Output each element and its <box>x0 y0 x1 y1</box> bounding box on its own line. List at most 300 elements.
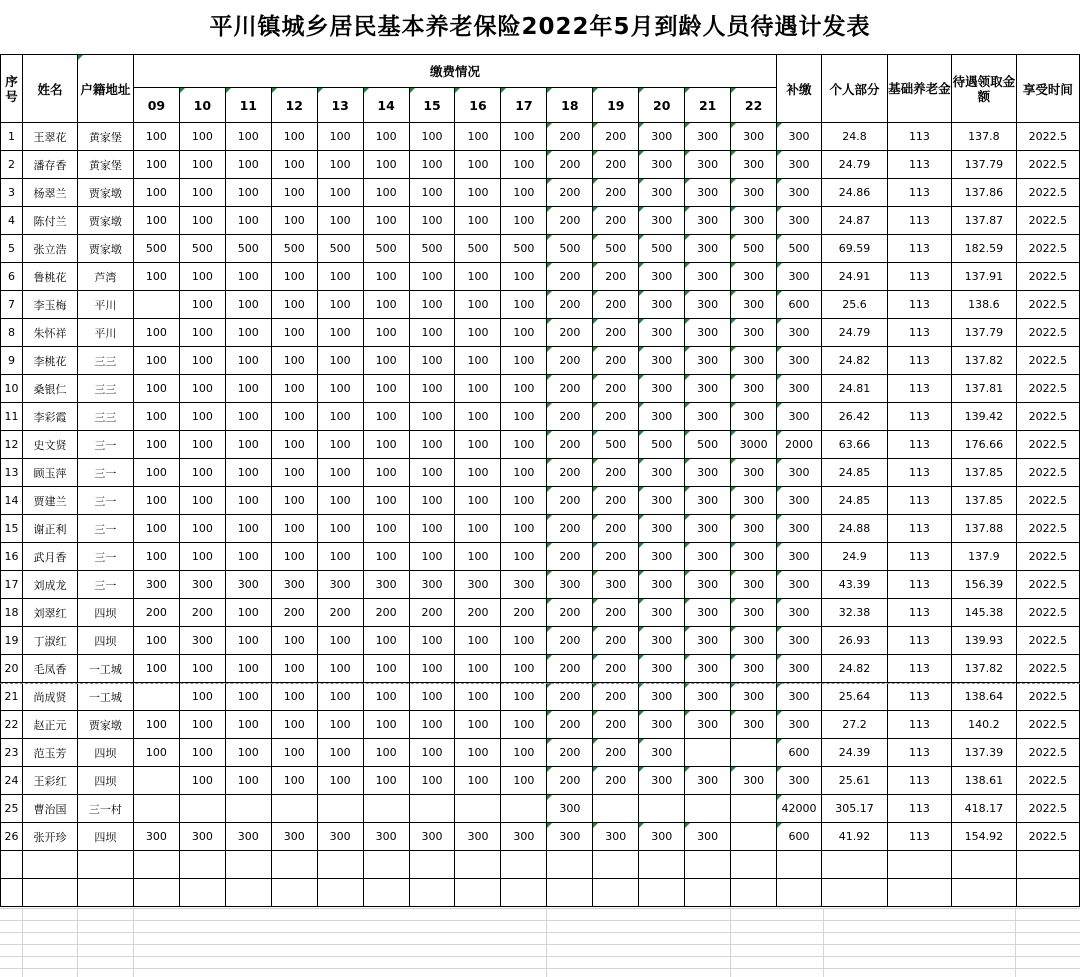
cell-name[interactable]: 王翠花 <box>22 123 77 151</box>
cell-start-time[interactable]: 2022.5 <box>1016 179 1079 207</box>
empty-cell[interactable] <box>501 851 547 879</box>
cell-payment-16[interactable]: 100 <box>455 431 501 459</box>
cell-payment-16[interactable]: 100 <box>455 683 501 711</box>
cell-name[interactable]: 鲁桃花 <box>22 263 77 291</box>
cell-payment-19[interactable]: 200 <box>593 375 639 403</box>
cell-payment-15[interactable]: 100 <box>409 263 455 291</box>
cell-payment-15[interactable]: 100 <box>409 683 455 711</box>
cell-payment-21[interactable]: 300 <box>685 319 731 347</box>
empty-cell[interactable] <box>77 851 133 879</box>
cell-name[interactable]: 丁淑红 <box>22 627 77 655</box>
cell-payment-13[interactable]: 100 <box>317 123 363 151</box>
cell-basic-pension[interactable]: 113 <box>887 151 951 179</box>
empty-cell[interactable] <box>547 851 593 879</box>
empty-cell[interactable] <box>777 879 822 907</box>
cell-payment-22[interactable] <box>731 739 777 767</box>
cell-payment-20[interactable]: 300 <box>639 263 685 291</box>
cell-payment-18[interactable]: 200 <box>547 207 593 235</box>
cell-payment-12[interactable]: 100 <box>271 487 317 515</box>
cell-payment-16[interactable]: 100 <box>455 739 501 767</box>
header-year-09[interactable]: 09 <box>133 88 179 123</box>
cell-payment-11[interactable]: 100 <box>225 711 271 739</box>
cell-seq[interactable]: 24 <box>1 767 23 795</box>
empty-cell[interactable] <box>731 851 777 879</box>
cell-benefit-amount[interactable]: 137.85 <box>951 487 1016 515</box>
cell-payment-12[interactable]: 100 <box>271 683 317 711</box>
cell-payment-22[interactable]: 300 <box>731 263 777 291</box>
cell-personal[interactable]: 24.91 <box>822 263 888 291</box>
cell-personal[interactable]: 26.42 <box>822 403 888 431</box>
cell-supplement[interactable]: 300 <box>777 543 822 571</box>
cell-payment-11[interactable]: 100 <box>225 319 271 347</box>
cell-payment-16[interactable]: 100 <box>455 515 501 543</box>
cell-payment-21[interactable]: 300 <box>685 235 731 263</box>
cell-payment-21[interactable]: 300 <box>685 683 731 711</box>
cell-supplement[interactable]: 300 <box>777 151 822 179</box>
cell-payment-15[interactable]: 100 <box>409 767 455 795</box>
cell-payment-09[interactable]: 500 <box>133 235 179 263</box>
cell-start-time[interactable]: 2022.5 <box>1016 235 1079 263</box>
cell-payment-14[interactable]: 200 <box>363 599 409 627</box>
cell-payment-11[interactable]: 300 <box>225 823 271 851</box>
cell-payment-18[interactable]: 200 <box>547 599 593 627</box>
cell-payment-16[interactable]: 300 <box>455 823 501 851</box>
cell-payment-17[interactable]: 100 <box>501 319 547 347</box>
cell-payment-11[interactable]: 100 <box>225 151 271 179</box>
cell-payment-14[interactable]: 300 <box>363 823 409 851</box>
cell-basic-pension[interactable]: 113 <box>887 739 951 767</box>
cell-payment-12[interactable]: 100 <box>271 767 317 795</box>
cell-payment-18[interactable]: 200 <box>547 375 593 403</box>
cell-payment-15[interactable]: 100 <box>409 431 455 459</box>
cell-payment-10[interactable]: 100 <box>179 375 225 403</box>
empty-cell[interactable] <box>225 879 271 907</box>
cell-seq[interactable]: 21 <box>1 683 23 711</box>
cell-name[interactable]: 史文贤 <box>22 431 77 459</box>
cell-benefit-amount[interactable]: 138.61 <box>951 767 1016 795</box>
cell-start-time[interactable]: 2022.5 <box>1016 683 1079 711</box>
cell-seq[interactable]: 7 <box>1 291 23 319</box>
cell-payment-18[interactable]: 200 <box>547 347 593 375</box>
cell-payment-12[interactable]: 100 <box>271 347 317 375</box>
cell-payment-20[interactable]: 300 <box>639 319 685 347</box>
cell-payment-15[interactable]: 100 <box>409 515 455 543</box>
empty-cell[interactable] <box>133 879 179 907</box>
cell-payment-22[interactable]: 300 <box>731 403 777 431</box>
cell-payment-13[interactable]: 100 <box>317 319 363 347</box>
cell-start-time[interactable]: 2022.5 <box>1016 291 1079 319</box>
cell-payment-16[interactable]: 100 <box>455 291 501 319</box>
cell-address[interactable]: 芦湾 <box>77 263 133 291</box>
cell-payment-12[interactable]: 300 <box>271 571 317 599</box>
cell-payment-21[interactable] <box>685 795 731 823</box>
cell-supplement[interactable]: 300 <box>777 767 822 795</box>
cell-payment-20[interactable]: 500 <box>639 235 685 263</box>
cell-payment-21[interactable]: 300 <box>685 487 731 515</box>
cell-payment-10[interactable]: 100 <box>179 179 225 207</box>
empty-cell[interactable] <box>455 851 501 879</box>
cell-payment-18[interactable]: 200 <box>547 403 593 431</box>
cell-payment-20[interactable]: 300 <box>639 571 685 599</box>
cell-supplement[interactable]: 300 <box>777 683 822 711</box>
cell-address[interactable]: 四坝 <box>77 823 133 851</box>
cell-payment-10[interactable] <box>179 795 225 823</box>
cell-benefit-amount[interactable]: 140.2 <box>951 711 1016 739</box>
empty-cell[interactable] <box>593 879 639 907</box>
cell-payment-22[interactable]: 300 <box>731 151 777 179</box>
cell-payment-09[interactable]: 100 <box>133 431 179 459</box>
cell-payment-22[interactable]: 300 <box>731 347 777 375</box>
cell-payment-13[interactable]: 100 <box>317 403 363 431</box>
cell-name[interactable]: 赵正元 <box>22 711 77 739</box>
cell-payment-16[interactable]: 100 <box>455 403 501 431</box>
empty-cell[interactable] <box>887 851 951 879</box>
cell-payment-15[interactable]: 100 <box>409 207 455 235</box>
cell-payment-13[interactable]: 100 <box>317 347 363 375</box>
cell-payment-11[interactable]: 100 <box>225 739 271 767</box>
cell-supplement[interactable]: 300 <box>777 263 822 291</box>
cell-benefit-amount[interactable]: 176.66 <box>951 431 1016 459</box>
cell-payment-14[interactable]: 100 <box>363 655 409 683</box>
cell-address[interactable]: 三一村 <box>77 795 133 823</box>
cell-basic-pension[interactable]: 113 <box>887 795 951 823</box>
cell-payment-19[interactable]: 500 <box>593 431 639 459</box>
cell-payment-18[interactable]: 200 <box>547 291 593 319</box>
cell-payment-17[interactable]: 100 <box>501 711 547 739</box>
cell-payment-21[interactable]: 300 <box>685 207 731 235</box>
cell-payment-21[interactable]: 300 <box>685 263 731 291</box>
cell-payment-11[interactable]: 500 <box>225 235 271 263</box>
cell-payment-20[interactable]: 300 <box>639 487 685 515</box>
header-address[interactable]: 户籍地址 <box>77 55 133 123</box>
cell-payment-19[interactable]: 200 <box>593 739 639 767</box>
cell-payment-21[interactable]: 300 <box>685 571 731 599</box>
cell-start-time[interactable]: 2022.5 <box>1016 823 1079 851</box>
cell-payment-11[interactable]: 100 <box>225 123 271 151</box>
cell-payment-16[interactable]: 300 <box>455 571 501 599</box>
empty-cell[interactable] <box>685 879 731 907</box>
header-year-11[interactable]: 11 <box>225 88 271 123</box>
cell-basic-pension[interactable]: 113 <box>887 571 951 599</box>
cell-supplement[interactable]: 300 <box>777 655 822 683</box>
cell-payment-13[interactable]: 200 <box>317 599 363 627</box>
cell-payment-14[interactable]: 500 <box>363 235 409 263</box>
cell-payment-16[interactable]: 100 <box>455 319 501 347</box>
cell-basic-pension[interactable]: 113 <box>887 235 951 263</box>
cell-payment-09[interactable]: 100 <box>133 459 179 487</box>
empty-cell[interactable] <box>951 879 1016 907</box>
cell-payment-16[interactable]: 100 <box>455 543 501 571</box>
cell-payment-21[interactable]: 300 <box>685 655 731 683</box>
cell-address[interactable]: 贾家墩 <box>77 179 133 207</box>
cell-address[interactable]: 三一 <box>77 571 133 599</box>
cell-start-time[interactable]: 2022.5 <box>1016 375 1079 403</box>
cell-seq[interactable]: 26 <box>1 823 23 851</box>
header-basic-pension[interactable]: 基础养老金 <box>887 55 951 123</box>
cell-payment-12[interactable]: 100 <box>271 515 317 543</box>
cell-payment-12[interactable]: 100 <box>271 431 317 459</box>
cell-payment-19[interactable]: 500 <box>593 235 639 263</box>
cell-payment-20[interactable]: 300 <box>639 459 685 487</box>
cell-payment-12[interactable]: 200 <box>271 599 317 627</box>
cell-payment-17[interactable]: 100 <box>501 403 547 431</box>
empty-cell[interactable] <box>547 879 593 907</box>
cell-start-time[interactable]: 2022.5 <box>1016 795 1079 823</box>
cell-address[interactable]: 平川 <box>77 291 133 319</box>
cell-name[interactable]: 顾玉萍 <box>22 459 77 487</box>
cell-personal[interactable]: 26.93 <box>822 627 888 655</box>
cell-address[interactable]: 三一 <box>77 543 133 571</box>
cell-payment-20[interactable] <box>639 795 685 823</box>
cell-payment-12[interactable]: 100 <box>271 123 317 151</box>
cell-benefit-amount[interactable]: 145.38 <box>951 599 1016 627</box>
cell-supplement[interactable]: 300 <box>777 515 822 543</box>
cell-supplement[interactable]: 300 <box>777 319 822 347</box>
cell-address[interactable]: 三三 <box>77 403 133 431</box>
cell-personal[interactable]: 41.92 <box>822 823 888 851</box>
cell-personal[interactable]: 24.81 <box>822 375 888 403</box>
cell-payment-20[interactable]: 300 <box>639 207 685 235</box>
cell-benefit-amount[interactable]: 137.81 <box>951 375 1016 403</box>
cell-payment-13[interactable]: 100 <box>317 711 363 739</box>
cell-basic-pension[interactable]: 113 <box>887 179 951 207</box>
cell-seq[interactable]: 15 <box>1 515 23 543</box>
cell-payment-13[interactable]: 100 <box>317 459 363 487</box>
cell-payment-14[interactable]: 100 <box>363 767 409 795</box>
empty-cell[interactable] <box>1 879 23 907</box>
empty-cell[interactable] <box>1016 851 1079 879</box>
cell-payment-10[interactable]: 100 <box>179 515 225 543</box>
cell-payment-17[interactable]: 100 <box>501 739 547 767</box>
cell-payment-22[interactable]: 300 <box>731 319 777 347</box>
cell-payment-14[interactable]: 100 <box>363 403 409 431</box>
cell-personal[interactable]: 24.88 <box>822 515 888 543</box>
cell-payment-21[interactable]: 500 <box>685 431 731 459</box>
header-year-12[interactable]: 12 <box>271 88 317 123</box>
cell-payment-09[interactable] <box>133 291 179 319</box>
cell-payment-18[interactable]: 300 <box>547 823 593 851</box>
cell-personal[interactable]: 32.38 <box>822 599 888 627</box>
cell-benefit-amount[interactable]: 137.79 <box>951 151 1016 179</box>
cell-benefit-amount[interactable]: 418.17 <box>951 795 1016 823</box>
cell-payment-13[interactable]: 100 <box>317 263 363 291</box>
cell-address[interactable]: 三一 <box>77 515 133 543</box>
cell-payment-21[interactable]: 300 <box>685 347 731 375</box>
cell-start-time[interactable]: 2022.5 <box>1016 571 1079 599</box>
cell-payment-19[interactable]: 200 <box>593 347 639 375</box>
cell-supplement[interactable]: 300 <box>777 459 822 487</box>
cell-payment-22[interactable]: 300 <box>731 459 777 487</box>
cell-payment-13[interactable]: 100 <box>317 683 363 711</box>
cell-payment-14[interactable]: 100 <box>363 431 409 459</box>
cell-seq[interactable]: 8 <box>1 319 23 347</box>
cell-address[interactable]: 四坝 <box>77 627 133 655</box>
cell-payment-11[interactable]: 100 <box>225 599 271 627</box>
empty-cell[interactable] <box>1 851 23 879</box>
cell-payment-10[interactable]: 100 <box>179 319 225 347</box>
cell-payment-16[interactable]: 100 <box>455 711 501 739</box>
cell-payment-17[interactable]: 100 <box>501 767 547 795</box>
header-name[interactable]: 姓名 <box>22 55 77 123</box>
cell-personal[interactable]: 25.61 <box>822 767 888 795</box>
cell-payment-14[interactable]: 100 <box>363 487 409 515</box>
empty-cell[interactable] <box>685 851 731 879</box>
cell-supplement[interactable]: 300 <box>777 711 822 739</box>
cell-payment-22[interactable]: 300 <box>731 375 777 403</box>
cell-payment-15[interactable]: 100 <box>409 403 455 431</box>
cell-payment-15[interactable]: 300 <box>409 823 455 851</box>
cell-payment-16[interactable]: 100 <box>455 151 501 179</box>
cell-payment-15[interactable] <box>409 795 455 823</box>
cell-seq[interactable]: 14 <box>1 487 23 515</box>
cell-payment-13[interactable]: 100 <box>317 431 363 459</box>
cell-payment-22[interactable]: 3000 <box>731 431 777 459</box>
cell-payment-17[interactable] <box>501 795 547 823</box>
cell-seq[interactable]: 5 <box>1 235 23 263</box>
cell-payment-19[interactable]: 300 <box>593 571 639 599</box>
cell-payment-11[interactable]: 100 <box>225 179 271 207</box>
cell-seq[interactable]: 17 <box>1 571 23 599</box>
cell-payment-18[interactable]: 200 <box>547 515 593 543</box>
cell-name[interactable]: 李桃花 <box>22 347 77 375</box>
cell-payment-18[interactable]: 500 <box>547 235 593 263</box>
cell-payment-09[interactable] <box>133 767 179 795</box>
cell-benefit-amount[interactable]: 138.6 <box>951 291 1016 319</box>
cell-basic-pension[interactable]: 113 <box>887 767 951 795</box>
cell-start-time[interactable]: 2022.5 <box>1016 739 1079 767</box>
cell-address[interactable]: 四坝 <box>77 739 133 767</box>
cell-payment-15[interactable]: 500 <box>409 235 455 263</box>
cell-payment-12[interactable]: 100 <box>271 459 317 487</box>
cell-benefit-amount[interactable]: 137.8 <box>951 123 1016 151</box>
empty-cell[interactable] <box>225 851 271 879</box>
cell-basic-pension[interactable]: 113 <box>887 263 951 291</box>
cell-name[interactable]: 刘成龙 <box>22 571 77 599</box>
cell-payment-10[interactable]: 100 <box>179 207 225 235</box>
cell-payment-20[interactable]: 300 <box>639 683 685 711</box>
cell-payment-09[interactable]: 100 <box>133 403 179 431</box>
cell-benefit-amount[interactable]: 137.79 <box>951 319 1016 347</box>
cell-address[interactable]: 平川 <box>77 319 133 347</box>
cell-basic-pension[interactable]: 113 <box>887 207 951 235</box>
cell-payment-10[interactable]: 100 <box>179 459 225 487</box>
cell-payment-19[interactable]: 200 <box>593 655 639 683</box>
cell-basic-pension[interactable]: 113 <box>887 291 951 319</box>
empty-cell[interactable] <box>731 879 777 907</box>
cell-payment-18[interactable]: 200 <box>547 655 593 683</box>
cell-payment-11[interactable]: 100 <box>225 515 271 543</box>
cell-start-time[interactable]: 2022.5 <box>1016 711 1079 739</box>
cell-payment-18[interactable]: 300 <box>547 795 593 823</box>
cell-payment-09[interactable]: 100 <box>133 711 179 739</box>
cell-payment-21[interactable]: 300 <box>685 543 731 571</box>
cell-payment-14[interactable]: 100 <box>363 627 409 655</box>
header-year-20[interactable]: 20 <box>639 88 685 123</box>
cell-address[interactable]: 贾家墩 <box>77 207 133 235</box>
cell-payment-16[interactable]: 200 <box>455 599 501 627</box>
header-year-18[interactable]: 18 <box>547 88 593 123</box>
cell-address[interactable]: 四坝 <box>77 767 133 795</box>
cell-name[interactable]: 李玉梅 <box>22 291 77 319</box>
cell-payment-09[interactable]: 100 <box>133 655 179 683</box>
cell-payment-21[interactable]: 300 <box>685 403 731 431</box>
cell-start-time[interactable]: 2022.5 <box>1016 319 1079 347</box>
cell-payment-12[interactable]: 100 <box>271 207 317 235</box>
cell-seq[interactable]: 10 <box>1 375 23 403</box>
cell-payment-15[interactable]: 100 <box>409 487 455 515</box>
cell-address[interactable]: 三一 <box>77 431 133 459</box>
cell-payment-20[interactable]: 300 <box>639 403 685 431</box>
empty-cell[interactable] <box>639 851 685 879</box>
cell-payment-21[interactable]: 300 <box>685 627 731 655</box>
cell-payment-19[interactable]: 200 <box>593 319 639 347</box>
cell-personal[interactable]: 27.2 <box>822 711 888 739</box>
cell-payment-11[interactable]: 100 <box>225 627 271 655</box>
cell-start-time[interactable]: 2022.5 <box>1016 431 1079 459</box>
cell-name[interactable]: 陈付兰 <box>22 207 77 235</box>
cell-payment-12[interactable]: 500 <box>271 235 317 263</box>
cell-benefit-amount[interactable]: 137.9 <box>951 543 1016 571</box>
cell-payment-19[interactable]: 200 <box>593 151 639 179</box>
cell-personal[interactable]: 24.8 <box>822 123 888 151</box>
cell-payment-21[interactable]: 300 <box>685 375 731 403</box>
header-personal[interactable]: 个人部分 <box>822 55 888 123</box>
cell-payment-22[interactable]: 300 <box>731 599 777 627</box>
empty-cell[interactable] <box>317 851 363 879</box>
cell-payment-18[interactable]: 200 <box>547 459 593 487</box>
cell-payment-16[interactable] <box>455 795 501 823</box>
cell-benefit-amount[interactable]: 137.88 <box>951 515 1016 543</box>
cell-payment-17[interactable]: 100 <box>501 291 547 319</box>
cell-payment-22[interactable]: 300 <box>731 655 777 683</box>
cell-seq[interactable]: 11 <box>1 403 23 431</box>
cell-payment-13[interactable]: 100 <box>317 375 363 403</box>
cell-payment-09[interactable]: 100 <box>133 739 179 767</box>
cell-payment-12[interactable]: 300 <box>271 823 317 851</box>
cell-payment-19[interactable]: 200 <box>593 403 639 431</box>
empty-cell[interactable] <box>951 851 1016 879</box>
cell-payment-20[interactable]: 300 <box>639 151 685 179</box>
cell-payment-15[interactable]: 100 <box>409 711 455 739</box>
cell-payment-13[interactable] <box>317 795 363 823</box>
cell-address[interactable]: 四坝 <box>77 599 133 627</box>
cell-seq[interactable]: 12 <box>1 431 23 459</box>
cell-basic-pension[interactable]: 113 <box>887 655 951 683</box>
cell-payment-19[interactable]: 200 <box>593 711 639 739</box>
cell-payment-19[interactable]: 300 <box>593 823 639 851</box>
cell-payment-17[interactable]: 500 <box>501 235 547 263</box>
cell-personal[interactable]: 24.82 <box>822 347 888 375</box>
cell-payment-15[interactable]: 300 <box>409 571 455 599</box>
empty-cell[interactable] <box>593 851 639 879</box>
cell-payment-10[interactable]: 100 <box>179 711 225 739</box>
cell-supplement[interactable]: 300 <box>777 123 822 151</box>
cell-payment-10[interactable]: 100 <box>179 151 225 179</box>
empty-cell[interactable] <box>1016 879 1079 907</box>
cell-payment-18[interactable]: 200 <box>547 123 593 151</box>
cell-supplement[interactable]: 600 <box>777 823 822 851</box>
cell-payment-19[interactable]: 200 <box>593 263 639 291</box>
cell-supplement[interactable]: 600 <box>777 739 822 767</box>
cell-payment-20[interactable]: 500 <box>639 431 685 459</box>
cell-payment-16[interactable]: 100 <box>455 655 501 683</box>
cell-basic-pension[interactable]: 113 <box>887 599 951 627</box>
cell-payment-09[interactable]: 100 <box>133 207 179 235</box>
cell-name[interactable]: 张立浩 <box>22 235 77 263</box>
cell-payment-22[interactable]: 300 <box>731 179 777 207</box>
cell-seq[interactable]: 3 <box>1 179 23 207</box>
cell-personal[interactable]: 25.64 <box>822 683 888 711</box>
